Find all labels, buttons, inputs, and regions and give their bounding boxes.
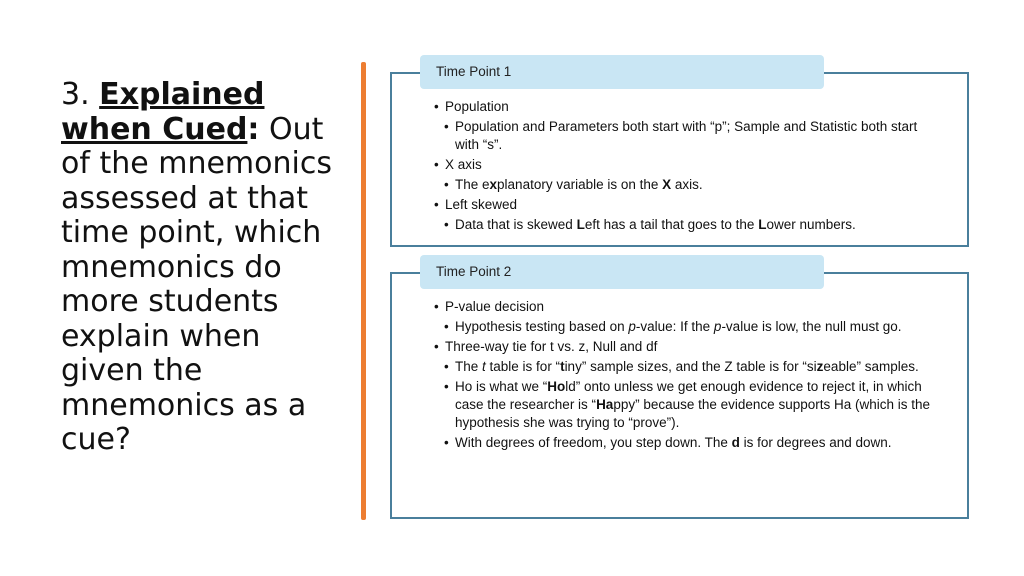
bullet-text-part: t (560, 359, 565, 374)
bullet-text-part: Ha (596, 397, 614, 412)
bullet-text-part: L (758, 217, 767, 232)
bullet-text-part: axis. (671, 177, 703, 192)
question-body: Out of the mnemonics assessed at that time point, which mnemonics do more students explain when given the mnemonics as a cue? (61, 111, 332, 457)
bullet-item (434, 196, 934, 214)
bullet-text-part: eft has a tail that goes to the (584, 217, 759, 232)
bullet-text-part: -value: If the (635, 319, 714, 334)
bullet-text-part: z (816, 359, 824, 374)
bullet-text-part: Data that is skewed (455, 217, 577, 232)
bullet-text-part: Hypothesis testing based on (455, 319, 629, 334)
bullet-text-part: Ho is what we “ (455, 379, 548, 394)
question-text (61, 78, 351, 458)
bullet-text-part: Left skewed (445, 197, 518, 212)
bullet-text-part: X (662, 177, 672, 192)
bullet-text-part: iny” sample sizes, and the Z table is for “si (564, 359, 817, 374)
bullet-text-part: Population and Parameters both start with “p”; Sample and Statistic both start with “s”. (455, 119, 918, 152)
bullet-text-part: eable” samples. (823, 359, 919, 374)
question-colon: : (247, 111, 260, 147)
bullet-text-part: p (713, 319, 722, 334)
time-point-2-list (434, 298, 934, 454)
sub-bullet-item (444, 216, 934, 234)
bullet-item (434, 156, 934, 174)
bullet-text-part: table is for “ (485, 359, 561, 374)
bullet-text-part: x (489, 177, 498, 192)
bullet-item (434, 298, 934, 316)
bullet-text-part: Ho (547, 379, 566, 394)
bullet-text-part: -value is low, the null must go. (721, 319, 902, 334)
bullet-text-part: planatory variable is on the (497, 177, 663, 192)
question-emphasis: Explained when Cued (61, 77, 265, 147)
bullet-text-part: ld” onto unless we get enough evidence to reject it, in which case the researcher is “ (455, 379, 922, 412)
sub-bullet-item (444, 358, 934, 376)
bullet-text-part: With degrees of freedom, you step down. The (455, 435, 732, 450)
bullet-text-part: p (628, 319, 636, 334)
bullet-item (434, 98, 934, 116)
time-point-1-header: Time Point 1 (420, 55, 824, 89)
sub-bullet-item (444, 176, 934, 194)
question-number: 3. (61, 77, 90, 112)
bullet-text-part: The (455, 359, 483, 374)
bullet-text-part: d (731, 435, 740, 450)
bullet-text-part: The e (455, 177, 490, 192)
bullet-text-part: X axis (445, 157, 482, 172)
bullet-text-part: ppy” because the evidence supports Ha (which is the hypothesis she was trying to “prove”). (455, 397, 931, 430)
bullet-text-part: Population (445, 99, 509, 114)
bullet-text-part: t (482, 359, 486, 374)
bullet-text-part: P-value decision (445, 299, 545, 314)
sub-bullet-item (444, 318, 934, 336)
time-point-1-list (434, 98, 934, 236)
bullet-item (434, 338, 934, 356)
sub-bullet-item (444, 118, 934, 154)
time-point-2-header: Time Point 2 (420, 255, 824, 289)
bullet-text-part: Three-way tie for t vs. z, Null and df (445, 339, 658, 354)
bullet-text-part: ower numbers. (766, 217, 856, 232)
orange-divider (361, 62, 366, 520)
sub-bullet-item (444, 434, 934, 452)
bullet-text-part: is for degrees and down. (739, 435, 892, 450)
bullet-text-part: L (576, 217, 585, 232)
sub-bullet-item (444, 378, 934, 432)
